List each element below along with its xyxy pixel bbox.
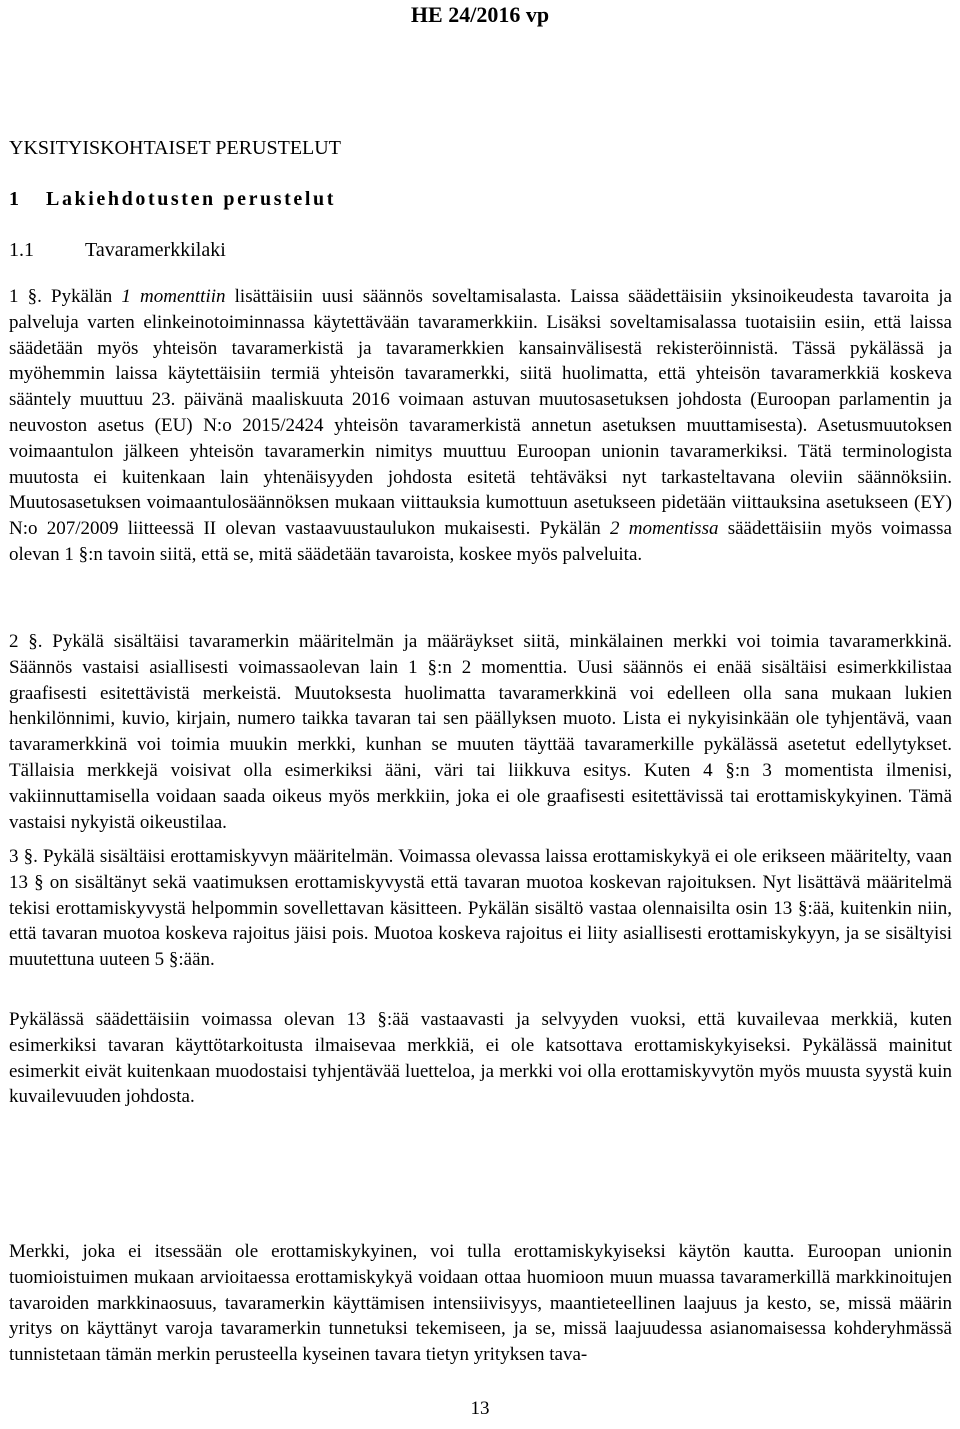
paragraph-4: Pykälässä säädettäisiin voimassa olevan 13 §:ää vastaavasti ja selvyyden vuoksi, että kuvailevaa merkkiä, kuten esimerkiksi tavaran käyttötarkoitusta ilmaisevaa merkkiä, ei ole katsottava erottamiskykyiseksi. Pykälässä mainitut esimerkit eivät kuitenkaan muodostaisi tyhjentävää luetteloa, ja merkki voi olla erottamiskyvytön myös muusta syystä kuin kuvailevuuden johdosta.: [9, 1009, 952, 1108]
subsection-heading: [9, 236, 226, 264]
section-heading: [9, 185, 336, 213]
paragraph-1-part-c: lisättäisiin uusi säännös soveltamisalasta. Laissa säädettäisiin yksinoikeudesta tavaroita ja palveluja varten elinkeinotoiminnassa käytettävään tavaramerkkiin. Lisäksi soveltamisalassa tuotaisiin esiin, että laissa säädetään myös yhteisön tavaramerkistä ja tavaramerkkien kansainvälisestä rekisteröinnistä. Tässä pykälässä ja myöhemmin laissa käytettäisiin termiä yhteisön tavaramerkki, siitä huolimatta, että yhteisön tavaramerkkiä koskeva sääntely muuttuu 23. päivänä maaliskuuta 2016 voimaan astuvan muutosasetuksen johdosta (Euroopan parlamentin ja neuvoston asetus (EU) N:o 2015/2424 yhteisön tavaramerkistä annetun asetuksen muuttamisesta). Asetusmuutoksen voimaantulon jälkeen yhteisön tavaramerkin nimitys muuttuu Euroopan unionin tavaramerkiksi. Tätä terminologista muutosta ei kuitenkaan lain yhtenäisyyden johdosta esitetä tehtäväksi nyt tarkasteltavana oleviin säännöksiin. Muutosasetuksen voimaantulosäännöksen mukaan viittauksia kumottuun asetukseen pidetään viittauksina asetukseen (EY) N:o 207/2009 liitteessä II olevan vastaavuustaulukon mukaisesti. Pykälän: [9, 286, 952, 540]
document-header: HE 24/2016 vp: [410, 2, 550, 27]
paragraph-5: Merkki, joka ei itsessään ole erottamiskykyinen, voi tulla erottamiskykyiseksi käytön kautta. Euroopan unionin tuomioistuimen mukaan arvioitaessa erottamiskykyä voidaan ottaa huomioon muun muassa tavaramerkillä markkinoitujen tavaroiden markkinaosuus, tavaramerkin käyttämisen intensiivisyys, maantieteellinen laajuus ja kesto, se, missä määrin yritys on käyttänyt varoja tavaramerkin tunnetuksi tekemiseen, ja se, missä laajuudessa asianomaisessa kohderyhmässä tunnistetaan tämän merkin perusteella kyseinen tavara tietyn yrityksen tava-: [9, 1241, 952, 1366]
section-number: 1: [9, 188, 19, 210]
paragraph-2-section: 2 §. Pykälä sisältäisi tavaramerkin määritelmän ja määräykset siitä, minkälainen merkki voi toimia tavaramerkkinä. Säännös vastaisi asiallisesti voimassaolevan lain 1 §:n 2 momenttia. Uusi säännös ei enää sisältäisi esimerkkilistaa graafisesti esitettävistä merkeistä. Muutoksesta huolimatta tavaramerkkinä voi edelleen olla sana mukaan lukien henkilönnimi, kuvio, kirjain, numero taikka tavaran tai sen päällyksen muoto. Lista ei nykyisinkään ole tyhjentävä, vaan tavaramerkkinä voi toimia muukin merkki, kunhan se muuten täyttää tavaramerkille pykälässä asetetut edellytykset. Tällaisia merkkejä voisivat olla esimerkiksi ääni, väri tai liikkuva esitys. Kuten 4 §:n 3 momentista ilmenisi, vakiinnuttamisella voidaan saada oikeus myös merkkiin, joka ei ole graafisesti esitettävissä tai erottamiskykyinen. Tämä vastaisi nykyistä oikeustilaa.: [9, 631, 952, 833]
paragraph-1-part-e: säädettäisiin myös voimassa olevan 1 §:n tavoin siitä, että se, mitä säädetään tavaroista, koskee myös palveluita.: [9, 518, 952, 565]
paragraph-1-section: [9, 284, 952, 568]
section-title: Lakiehdotusten perustelut: [46, 188, 337, 210]
subsection-number: 1.1: [9, 239, 34, 261]
paragraph-1-part-a: 1 §. Pykälän: [9, 286, 122, 307]
paragraph-1-italic-a: 1 momenttiin: [121, 286, 226, 307]
subsection-title: Tavaramerkkilaki: [85, 239, 226, 261]
main-heading: YKSITYISKOHTAISET PERUSTELUT: [9, 137, 341, 159]
page-number: 13: [470, 1398, 490, 1419]
paragraph-1-italic-b: 2 momentissa: [610, 518, 719, 540]
paragraph-3-section: 3 §. Pykälä sisältäisi erottamiskyvyn määritelmän. Voimassa olevassa laissa erottamiskykyä ei ole erikseen määritelty, vaan 13 § on sisältänyt sekä vaatimuksen erottamiskyvystä että tavaran muotoa koskevan rajoituksen. Nyt lisättävä määritelmä tekisi erottamiskyvystä helpommin sovellettavan käsitteen. Pykälän sisältö vastaa olennaisilta osin 13 §:ää, kuitenkin niin, että tavaran muotoa koskeva rajoitus jäisi pois. Muotoa koskeva rajoitus ei liity asiallisesti erottamiskykyyn, ja se sisältyisi muutettuna uuteen 5 §:ään.: [9, 846, 952, 971]
